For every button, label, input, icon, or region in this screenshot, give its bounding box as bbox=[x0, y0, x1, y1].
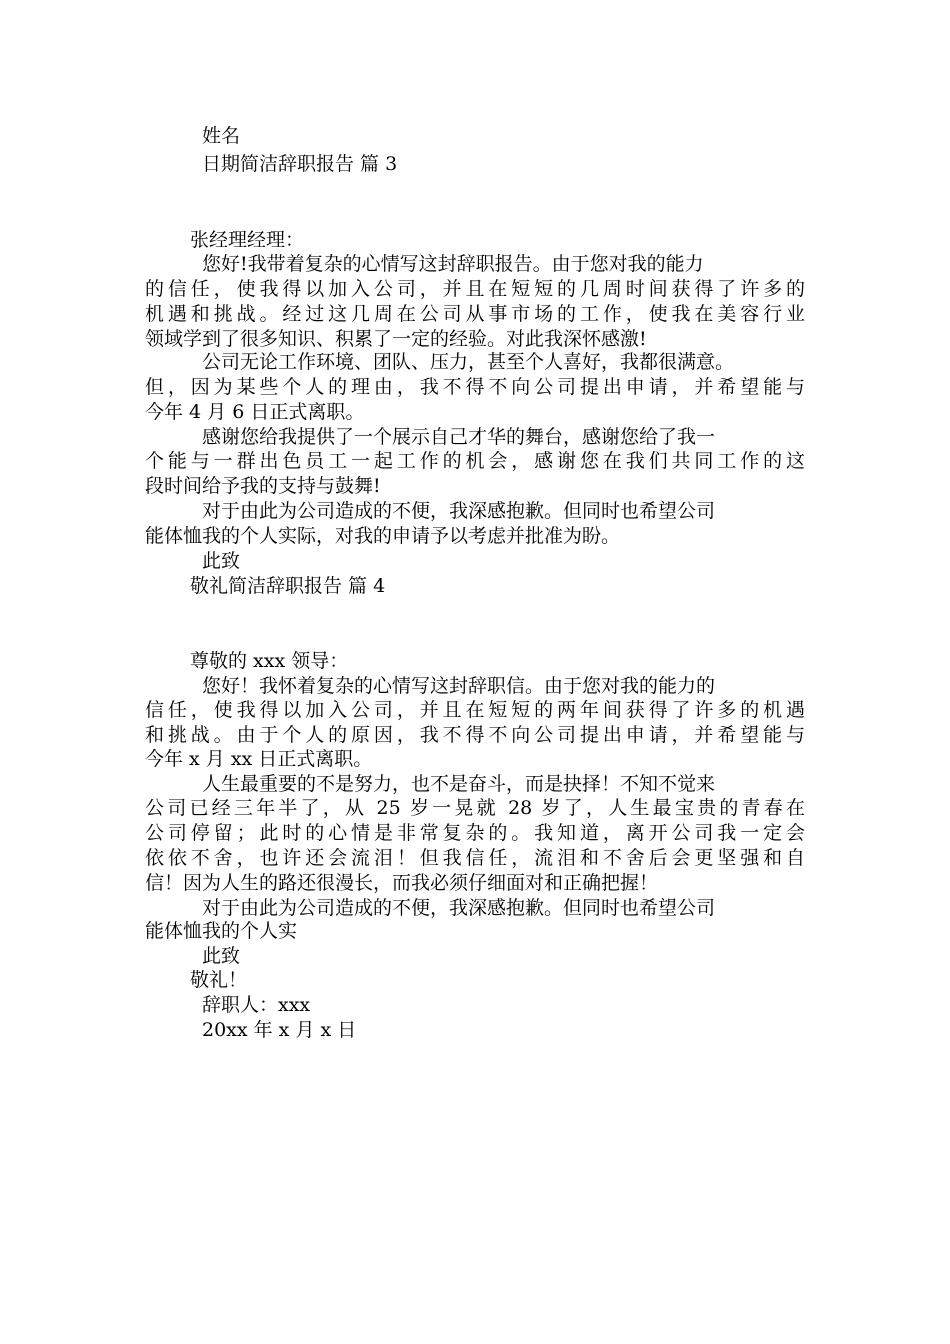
letter3-closing-2-title: 敬礼简洁辞职报告 篇 4 bbox=[190, 575, 386, 597]
letter4-salutation: 尊敬的 xxx 领导： bbox=[190, 650, 349, 672]
date-title-line: 日期简洁辞职报告 篇 3 bbox=[202, 153, 398, 175]
letter3-p3-line3: 段时间给予我的支持与鼓舞! bbox=[145, 475, 381, 497]
letter4-p2-line1: 人生最重要的不是努力，也不是奋斗，而是抉择！不知不觉来 bbox=[202, 773, 716, 795]
letter4-p2-line4: 依依不舍，也许还会流泪！但我信任，流泪和不舍后会更坚强和自 bbox=[145, 847, 805, 869]
letter4-p1-line3: 和挑战。由于个人的原因，我不得不向公司提出申请，并希望能与 bbox=[145, 724, 805, 746]
letter3-p1-line3: 机遇和挑战。经过这几周在公司从事市场的工作，使我在美容行业 bbox=[145, 303, 805, 325]
letter4-signer: 辞职人：xxx bbox=[202, 994, 311, 1016]
letter4-p3-line2: 能体恤我的个人实 bbox=[145, 920, 298, 942]
letter3-p3-line2: 个能与一群出色员工一起工作的机会，感谢您在我们共同工作的这 bbox=[145, 450, 805, 472]
letter4-p1-line4: 今年 x 月 xx 日正式离职。 bbox=[145, 748, 373, 770]
letter4-p2-line2: 公司已经三年半了，从 25 岁一晃就 28 岁了，人生最宝贵的青春在 bbox=[145, 797, 805, 819]
letter3-p2-line3: 今年 4 月 6 日正式离职。 bbox=[145, 401, 365, 423]
letter4-p1-line1: 您好！我怀着复杂的心情写这封辞职信。由于您对我的能力的 bbox=[202, 675, 716, 697]
letter3-closing-1: 此致 bbox=[202, 550, 241, 572]
letter3-p1-line1: 您好!我带着复杂的心情写这封辞职报告。由于您对我的能力 bbox=[202, 253, 704, 275]
letter3-p2-line1: 公司无论工作环境、团队、压力，甚至个人喜好，我都很满意。 bbox=[202, 351, 735, 373]
letter3-salutation: 张经理经理： bbox=[190, 229, 305, 251]
letter4-p2-line5: 信！因为人生的路还很漫长，而我必须仔细面对和正确把握！ bbox=[145, 872, 659, 894]
letter3-p4-line2: 能体恤我的个人实际，对我的申请予以考虑并批准为盼。 bbox=[145, 525, 621, 547]
letter3-p1-line4: 领域学到了很多知识、积累了一定的经验。对此我深怀感激! bbox=[145, 328, 647, 350]
letter4-date: 20xx 年 x 月 x 日 bbox=[202, 1019, 357, 1041]
letter4-p2-line3: 公司停留；此时的心情是非常复杂的。我知道，离开公司我一定会 bbox=[145, 822, 805, 844]
letter3-p3-line1: 感谢您给我提供了一个展示自己才华的舞台，感谢您给了我一 bbox=[202, 426, 716, 448]
letter4-p1-line2: 信任，使我得以加入公司，并且在短短的两年间获得了许多的机遇 bbox=[145, 699, 805, 721]
letter3-p2-line2: 但，因为某些个人的理由，我不得不向公司提出申请，并希望能与 bbox=[145, 376, 805, 398]
letter3-p4-line1: 对于由此为公司造成的不便，我深感抱歉。但同时也希望公司 bbox=[202, 500, 716, 522]
letter3-p1-line2: 的信任，使我得以加入公司，并且在短短的几周时间获得了许多的 bbox=[145, 278, 805, 300]
name-line: 姓名 bbox=[202, 125, 241, 147]
letter4-closing-1: 此致 bbox=[202, 945, 241, 967]
letter4-p3-line1: 对于由此为公司造成的不便，我深感抱歉。但同时也希望公司 bbox=[202, 897, 716, 919]
letter4-closing-2: 敬礼！ bbox=[190, 969, 248, 991]
